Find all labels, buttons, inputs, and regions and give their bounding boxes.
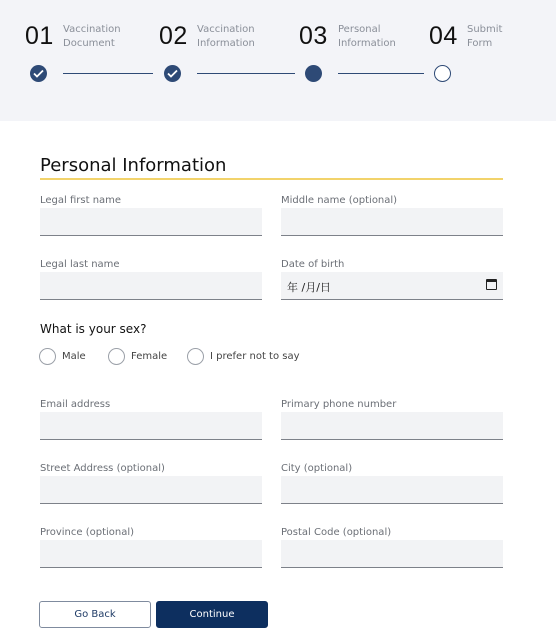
city-label: City (optional) — [281, 463, 353, 474]
last-name-label: Legal last name — [40, 259, 120, 270]
postal-field[interactable] — [281, 540, 503, 568]
step-2-check-icon — [164, 65, 181, 82]
city-field[interactable] — [281, 476, 503, 504]
radio-female-circle[interactable] — [108, 348, 125, 365]
step-3-label — [338, 23, 396, 51]
calendar-icon[interactable] — [486, 279, 497, 290]
step-1-number: 01 — [25, 22, 54, 50]
page-title: Personal Information — [40, 155, 227, 176]
step-2-number: 02 — [159, 22, 188, 50]
step-1-check-icon — [30, 65, 47, 82]
dob-label: Date of birth — [281, 259, 345, 270]
radio-male-circle[interactable] — [39, 348, 56, 365]
province-field[interactable] — [40, 540, 262, 568]
first-name-field[interactable] — [40, 208, 262, 236]
step-4-empty-dot — [434, 65, 451, 82]
step-1-label — [63, 23, 121, 51]
phone-label: Primary phone number — [281, 399, 397, 410]
radio-female-label[interactable]: Female — [131, 351, 168, 362]
go-back-button[interactable]: Go Back — [39, 601, 151, 628]
step-connector-2 — [197, 73, 295, 74]
province-label: Province (optional) — [40, 527, 135, 538]
progress-stepper — [0, 0, 556, 121]
step-connector-3 — [338, 73, 424, 74]
street-label: Street Address (optional) — [40, 463, 165, 474]
step-1-label-line2: Document — [63, 38, 115, 49]
step-connector-1 — [63, 73, 153, 74]
step-2-label-line2: Information — [197, 38, 255, 49]
title-underline — [40, 178, 503, 180]
step-3-label-line1: Personal — [338, 24, 381, 35]
continue-button[interactable]: Continue — [156, 601, 268, 628]
middle-name-label: Middle name (optional) — [281, 195, 398, 206]
postal-label: Postal Code (optional) — [281, 527, 392, 538]
radio-male-label[interactable]: Male — [62, 351, 86, 362]
step-4-label-line2: Form — [467, 38, 493, 49]
step-3-number: 03 — [299, 22, 328, 50]
step-4-number: 04 — [429, 22, 458, 50]
radio-prefer-not-circle[interactable] — [187, 348, 204, 365]
last-name-field[interactable] — [40, 272, 262, 300]
step-2-label — [197, 23, 255, 51]
sex-question: What is your sex? — [40, 322, 147, 336]
step-4-label — [467, 23, 502, 51]
email-field[interactable] — [40, 412, 262, 440]
middle-name-field[interactable] — [281, 208, 503, 236]
step-2-label-line1: Vaccination — [197, 24, 255, 35]
step-3-label-line2: Information — [338, 38, 396, 49]
dob-field[interactable] — [281, 272, 503, 300]
first-name-label: Legal first name — [40, 195, 122, 206]
step-4-label-line1: Submit — [467, 24, 503, 35]
dob-value: 年 /月/日 — [287, 281, 331, 294]
radio-prefer-not-label[interactable]: I prefer not to say — [210, 351, 300, 362]
step-3-current-dot — [305, 65, 322, 82]
email-label: Email address — [40, 399, 111, 410]
step-1-label-line1: Vaccination — [63, 24, 121, 35]
street-field[interactable] — [40, 476, 262, 504]
phone-field[interactable] — [281, 412, 503, 440]
